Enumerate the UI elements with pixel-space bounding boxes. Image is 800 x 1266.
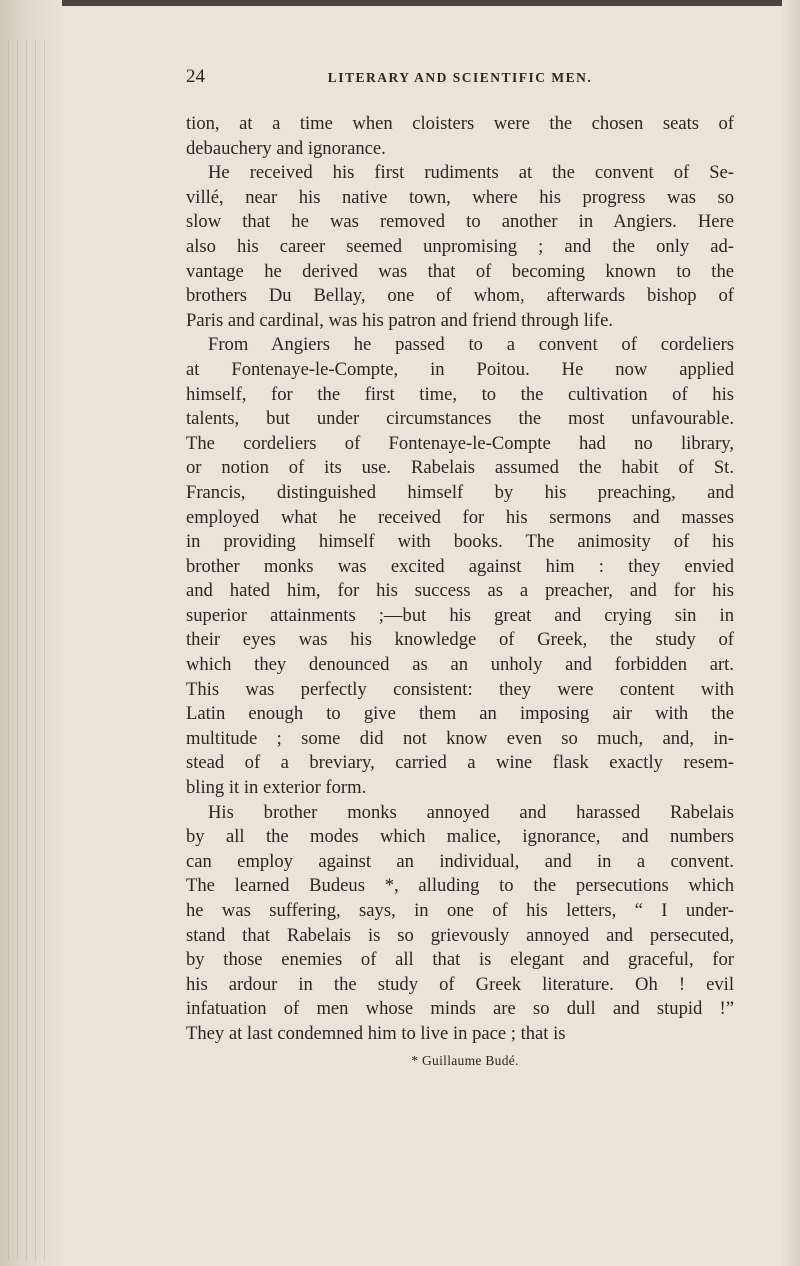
book-page bbox=[186, 66, 734, 1069]
paragraph bbox=[186, 801, 734, 1047]
text-line: Latin enough to give them an imposing air with the bbox=[186, 703, 734, 725]
text-line: The learned Budeus *, alluding to the persecutions which bbox=[186, 875, 734, 897]
text-line: at Fontenaye-le-Compte, in Poitou. He now applied bbox=[186, 358, 734, 380]
text-line: and hated him, for his success as a preacher, and for his bbox=[186, 580, 734, 602]
text-line: infatuation of men whose minds are so dull and stupid !” bbox=[186, 998, 734, 1020]
text-line: The cordeliers of Fontenaye-le-Compte had no library, bbox=[186, 432, 734, 454]
text-line: superior attainments ;—but his great and crying sin in bbox=[186, 604, 734, 626]
text-line: he was suffering, says, in one of his letters, “ I under- bbox=[186, 900, 734, 921]
page-header bbox=[186, 66, 734, 96]
text-line: can employ against an individual, and in a convent. bbox=[186, 850, 734, 872]
text-line: Francis, distinguished himself by his preaching, and bbox=[186, 481, 734, 503]
text-line: by those enemies of all that is elegant and graceful, for bbox=[186, 949, 734, 971]
text-line: talents, but under circumstances the most unfavourable. bbox=[186, 408, 734, 430]
paragraph bbox=[186, 333, 734, 800]
text-line: debauchery and ignorance. bbox=[186, 137, 386, 159]
text-line: their eyes was his knowledge of Greek, the study of bbox=[186, 629, 734, 651]
text-line: stand that Rabelais is so grievously annoyed and persecuted, bbox=[186, 924, 734, 946]
text-line: Paris and cardinal, was his patron and friend through life. bbox=[186, 309, 614, 331]
text-line: in providing himself with books. The animosity of his bbox=[186, 531, 734, 553]
text-line: himself, for the first time, to the cultivation of his bbox=[186, 383, 734, 405]
text-line: also his career seemed unpromising ; and the only ad- bbox=[186, 235, 734, 257]
text-line: multitude ; some did not know even so much, and, in- bbox=[186, 727, 734, 749]
text-line: tion, at a time when cloisters were the chosen seats of bbox=[186, 113, 734, 134]
text-line: brother monks was excited against him : they envied bbox=[186, 555, 734, 577]
text-line: He received his first rudiments at the convent of Se- bbox=[208, 162, 734, 184]
footnote: * Guillaume Budé. bbox=[411, 1052, 519, 1068]
text-line: his ardour in the study of Greek literature. Oh ! evil bbox=[186, 973, 734, 995]
running-head: LITERARY AND SCIENTIFIC MEN. bbox=[327, 70, 593, 85]
text-line: His brother monks annoyed and harassed Rabelais bbox=[208, 801, 734, 823]
text-line: by all the modes which malice, ignorance, and numbers bbox=[186, 826, 734, 848]
page-number: 24 bbox=[186, 66, 205, 87]
text-line: From Angiers he passed to a convent of cordeliers bbox=[208, 334, 734, 356]
page-edge-lines bbox=[8, 40, 48, 1260]
paragraph bbox=[186, 161, 734, 333]
body-text bbox=[186, 112, 734, 1047]
page-top-edge bbox=[0, 0, 800, 6]
text-line: villé, near his native town, where his progress was so bbox=[186, 186, 734, 208]
page-right-edge bbox=[782, 0, 800, 1266]
book-gutter bbox=[0, 0, 62, 1266]
paragraph bbox=[186, 112, 734, 161]
text-line: They at last condemned him to live in pace ; that is bbox=[186, 1022, 566, 1044]
text-line: This was perfectly consistent: they were content with bbox=[186, 678, 734, 700]
text-line: slow that he was removed to another in Angiers. Here bbox=[186, 211, 734, 233]
text-line: bling it in exterior form. bbox=[186, 777, 367, 799]
text-line: which they denounced as an unholy and forbidden art. bbox=[186, 654, 734, 676]
text-line: employed what he received for his sermons and masses bbox=[186, 506, 734, 528]
text-line: vantage he derived was that of becoming known to the bbox=[186, 260, 734, 282]
text-line: or notion of its use. Rabelais assumed the habit of St. bbox=[186, 457, 734, 479]
text-line: stead of a breviary, carried a wine flask exactly resem- bbox=[186, 752, 734, 774]
text-line: brothers Du Bellay, one of whom, afterwards bishop of bbox=[186, 285, 734, 307]
